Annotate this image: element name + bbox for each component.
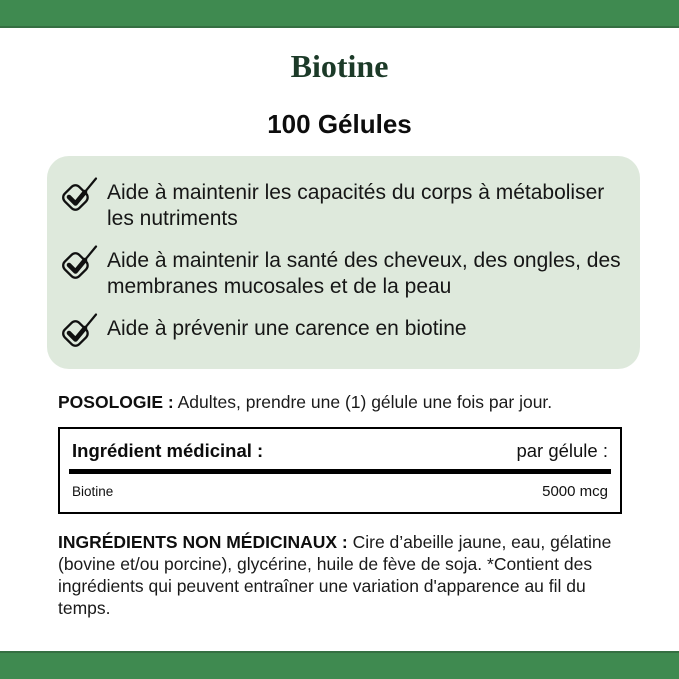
check-diamond-icon [59, 243, 99, 281]
posology-label: POSOLOGIE : [58, 392, 174, 412]
benefits-box [47, 156, 640, 369]
benefit-text: Aide à maintenir la santé des cheveux, des ongles, des membranes mucosales et de la peau [107, 249, 621, 298]
check-diamond-icon [59, 175, 99, 213]
non-medicinal-label: INGRÉDIENTS NON MÉDICINAUX : [58, 532, 348, 552]
ingredient-table [58, 427, 622, 514]
ingredient-amount: 5000 mcg [542, 483, 608, 500]
benefit-text: Aide à prévenir une carence en biotine [107, 317, 467, 340]
capsule-count: 100 Gélules [267, 109, 412, 139]
posology-line [58, 391, 622, 413]
header-per-capsule: par gélule : [516, 440, 608, 461]
non-medicinal-text: Cire d’abeille jaune, eau, gélatine (bovine et/ou porcine), glycérine, huile de fève de soja. *Contient des ingrédients qui peuvent entraîner une variation d'apparence au fil du temps. [58, 532, 612, 618]
benefit-item [59, 244, 622, 300]
non-medicinal-paragraph [58, 531, 622, 619]
header-ingredient-medicinal: Ingrédient médicinal : [72, 440, 264, 461]
table-row [60, 474, 620, 512]
benefit-item [59, 312, 622, 349]
posology-text: Adultes, prendre une (1) gélule une fois par jour. [173, 392, 553, 412]
check-diamond-icon [59, 311, 99, 349]
top-green-bar [0, 0, 679, 28]
benefit-text: Aide à maintenir les capacités du corps à métaboliser les nutriments [107, 181, 605, 230]
ingredient-name: Biotine [72, 484, 114, 499]
table-header [60, 429, 620, 469]
benefit-item [59, 176, 622, 232]
product-title: Biotine [290, 48, 389, 84]
bottom-green-bar [0, 651, 679, 679]
